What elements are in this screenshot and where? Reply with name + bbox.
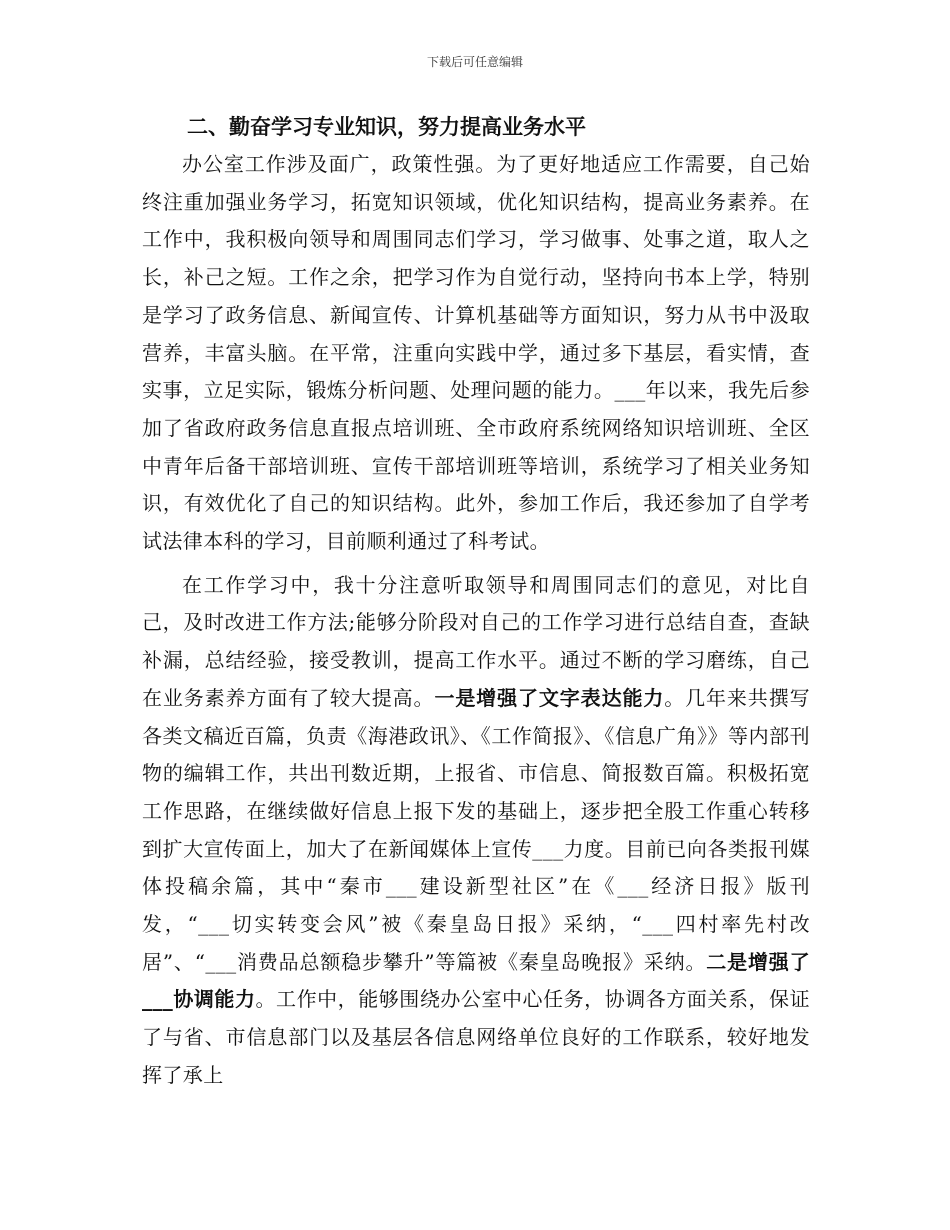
paragraph-2-text-3: 。工作中，能够围绕办公室中心任务，协调各方面关系，保证了与省、市信息部门以及基层各信息网络单位良好的工作联系，较好地发挥了承上 <box>142 987 810 1087</box>
paragraph-2-text-2: 。几年来共撰写各类文稿近百篇，负责《海港政讯》、《工作简报》、《信息广角》》等内部刊物的编辑工作，共出刊数近期，上报省、市信息、简报数百篇。积极拓宽工作思路，在继续做好信息上报下发的基础上，逐步把全股工作重心转移到扩大宣传面上，加大了在新闻媒体上宣传___力度。目前已向各类报刊媒体投稿余篇，其中“秦市___建设新型社区”在《___经济日报》版刊发，“___切实转变会风”被《秦皇岛日报》采纳，“___四村率先村改居”、“___消费品总额稳步攀升”等篇被《秦皇岛晚报》采纳。 <box>142 685 810 974</box>
section-heading: 二、勤奋学习专业知识，努力提高业务水平 <box>187 115 586 139</box>
paragraph-2-bold-2: 二是增强了___协调能力 <box>142 949 810 1012</box>
paragraph-2-text-1: 在工作学习中，我十分注意听取领导和周围同志们的意见，对比自己，及时改进工作方法;能够分阶段对自己的工作学习进行总结自查，查缺补漏，总结经验，接受教训，提高工作水平。通过不断的学习磨练，自己在业务素养方面有了较大提高。 <box>142 572 810 710</box>
document-body <box>142 108 810 1095</box>
paragraph-2 <box>142 567 810 1095</box>
paragraph-1: 办公室工作涉及面广，政策性强。为了更好地适应工作需要，自己始终注重加强业务学习，拓宽知识领域，优化知识结构，提高业务素养。在工作中，我积极向领导和周围同志们学习，学习做事、处事之道，取人之长，补己之短。工作之余，把学习作为自觉行动，坚持向书本上学，特别是学习了政务信息、新闻宣传、计算机基础等方面知识，努力从书中汲取营养，丰富头脑。在平常，注重向实践中学，通过多下基层，看实情，查实事，立足实际，锻炼分析问题、处理问题的能力。___年以来，我先后参加了省政府政务信息直报点培训班、全市政府系统网络知识培训班、全区中青年后备干部培训班、宣传干部培训班等培训，系统学习了相关业务知识，有效优化了自己的知识结构。此外，参加工作后，我还参加了自学考试法律本科的学习，目前顺利通过了科考试。 <box>142 152 810 554</box>
header-note: 下载后可任意编辑 <box>426 55 523 69</box>
paragraph-2-bold-1: 一是增强了文字表达能力 <box>434 685 665 710</box>
